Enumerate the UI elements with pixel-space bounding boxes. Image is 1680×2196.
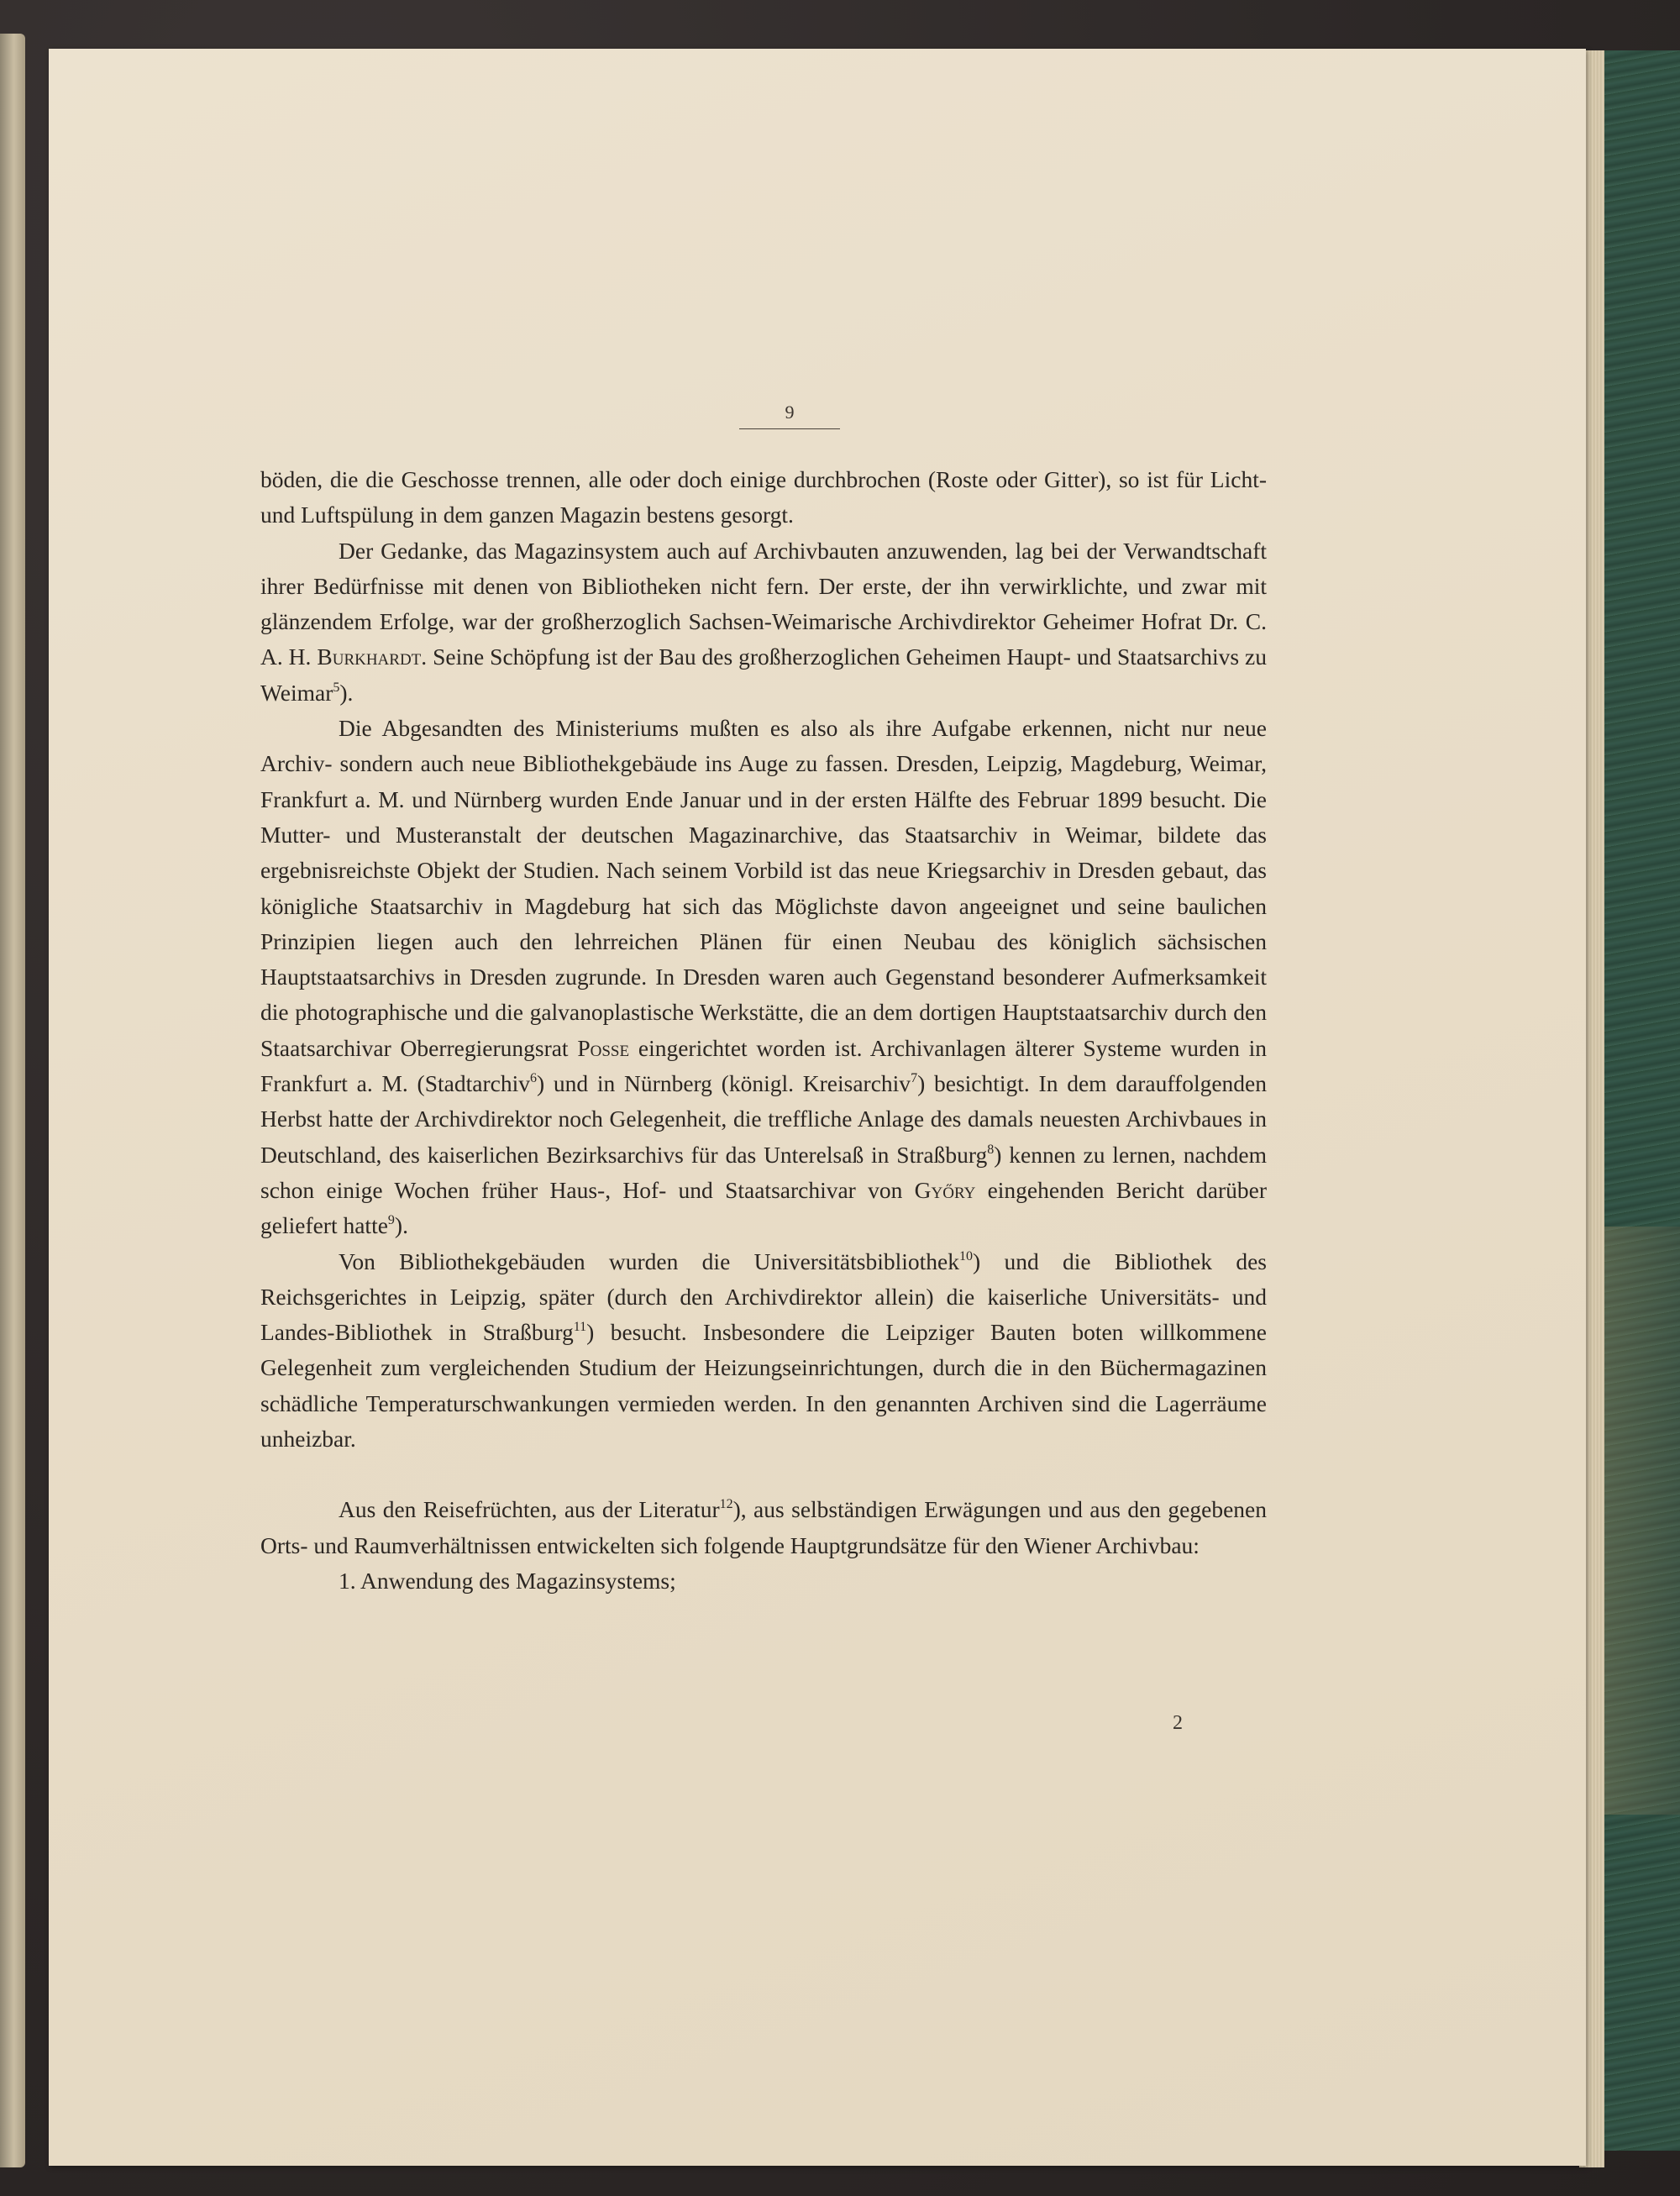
footnote-ref: 12 [719, 1497, 733, 1512]
text-run: ). [339, 679, 354, 706]
left-page-edge [0, 34, 25, 2167]
text-run: Der Gedanke, das Magazinsystem auch auf Archivbauten anzuwenden, lag bei der Verwandtschaft ihrer Bedürfnisse mit denen von Bibliotheken nicht fern. Der erste, der ihn verwirklichte, und zwar mit glänzendem Erfolge, war der großherzoglich Sachsen-Weimarische Archivdirektor Geheimer Hofrat Dr. C. A. H. [260, 537, 1267, 670]
book-page [49, 49, 1586, 2166]
signature-mark: 2 [1173, 1712, 1183, 1734]
book-binding [1596, 50, 1680, 2151]
text-run: ). [394, 1212, 408, 1239]
paragraph [260, 1492, 1267, 1563]
text-run: Von Bibliothekgebäuden wurden die Universitätsbibliothek [339, 1248, 959, 1274]
text-run: eingehenden Bericht darüber geliefert hatte [260, 1176, 1267, 1239]
paragraph [260, 1563, 1267, 1599]
text-run: böden, die die Geschosse trennen, alle oder doch einige durchbrochen (Roste oder Gitter), so ist für Licht- und Luftspülung in dem ganzen Magazin bestens gesorgt. [260, 466, 1267, 528]
footnote-ref: 11 [573, 1320, 587, 1335]
name-small-caps: Győry [914, 1176, 976, 1203]
text-run: ) besucht. Insbesondere die Leipziger Bauten boten willkommene Gelegenheit zum vergleichenden Studium der Heizungseinrichtungen, durch die in den Büchermagazinen schädliche Temperaturschwankungen vermieden werden. In den genannten Archiven sind die Lagerräume unheizbar. [260, 1319, 1267, 1453]
footnote-ref: 10 [959, 1248, 973, 1263]
paragraph [260, 711, 1267, 1243]
paragraph [260, 533, 1267, 711]
name-small-caps: Burkhardt [317, 644, 422, 670]
paragraph [260, 462, 1267, 533]
text-run: ) und in Nürnberg (königl. Kreisarchiv [536, 1070, 911, 1097]
footnote-ref: 6 [529, 1071, 537, 1086]
text-run: 1. Anwendung des Magazinsystems; [339, 1567, 676, 1594]
paragraph [260, 1244, 1267, 1458]
footnote-ref: 7 [911, 1071, 918, 1086]
text-run: . Seine Schöpfung ist der Bau des großherzoglichen Geheimen Haupt- und Staatsarchivs zu Weimar [260, 644, 1267, 706]
page-number: 9 [785, 402, 795, 423]
text-run: ) kennen zu lernen, nachdem schon einige Wochen früher Haus-, Hof- und Staatsarchivar von [260, 1141, 1267, 1203]
text-run: Aus den Reisefrüchten, aus der Literatur [339, 1496, 720, 1523]
text-run: ), aus selbständigen Erwägungen und aus den gegebenen Orts- und Raumverhältnissen entwickelten sich folgende Hauptgrundsätze für den Wiener Archivbau: [260, 1496, 1267, 1558]
text-run: Die Abgesandten des Ministeriums mußten es also als ihre Aufgabe erkennen, nicht nur neue Archiv- sondern auch neue Bibliothekgebäude ins Auge zu fassen. Dresden, Leipzig, Magdeburg, Weimar, Frankfurt a. M. und Nürnberg wurden Ende Januar und in der ersten Hälfte des Februar 1899 besucht. Die Mutter- und Musteranstalt der deutschen Magazinarchive, das Staatsarchiv in Weimar, bildete das ergebnisreichste Objekt der Studien. Nach seinem Vorbild ist das neue Kriegsarchiv in Dresden gebaut, das königliche Staatsarchiv in Magdeburg hat sich das Möglichste davon angeeignet und seine baulichen Prinzipien liegen auch den lehrreichen Plänen für einen Neubau des königlich sächsischen Hauptstaatsarchivs in Dresden zugrunde. In Dresden waren auch Gegenstand besonderer Aufmerksamkeit die photographische und die galvanoplastische Werkstätte, die an dem dortigen Hauptstaatsarchiv durch den Staatsarchivar Oberregierungsrat [260, 715, 1267, 1061]
paragraph-spacer [260, 1457, 1267, 1492]
body-text [260, 462, 1267, 1599]
text-run: ) besichtigt. In dem darauffolgenden Herbst hatte der Archivdirektor noch Gelegenheit, die treffliche Anlage des damals neuesten Archivbaues in Deutschland, des kaiserlichen Bezirksarchivs für das Unterelsaß in Straßburg [260, 1070, 1268, 1168]
page-number-rule [739, 428, 840, 429]
name-small-caps: Posse [577, 1034, 630, 1061]
footnote-ref: 9 [387, 1213, 395, 1228]
text-run: eingerichtet worden ist. Archivanlagen älterer Systeme wurden in Frankfurt a. M. (Stadtarchiv [260, 1034, 1267, 1097]
footnote-ref: 5 [333, 680, 340, 695]
footnote-ref: 8 [987, 1142, 995, 1157]
text-run: ) und die Bibliothek des Reichsgerichtes in Leipzig, später (durch den Archivdirektor allein) die kaiserliche Universitäts- und Landes-Bibliothek in Straßburg [260, 1248, 1267, 1346]
